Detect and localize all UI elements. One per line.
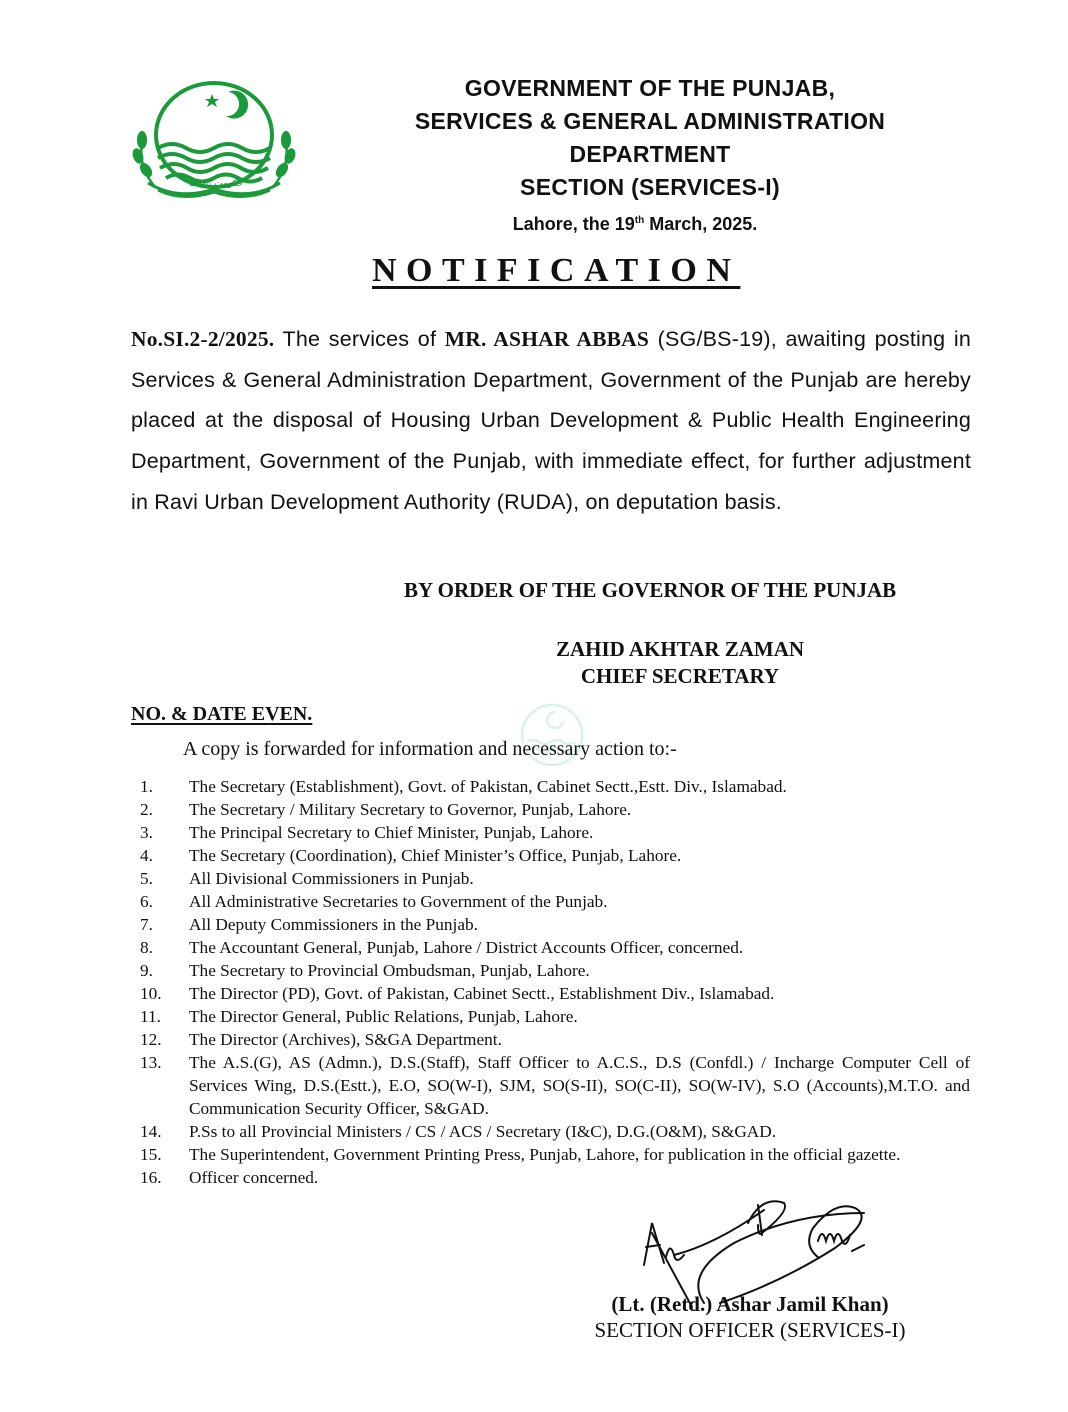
notification-body bbox=[131, 319, 971, 523]
header-line-4: SECTION (SERVICES-I) bbox=[520, 174, 780, 200]
department-header bbox=[370, 72, 930, 204]
item-number: 12. bbox=[140, 1030, 162, 1049]
government-of-punjab-emblem-icon bbox=[128, 78, 300, 203]
list-item bbox=[140, 913, 970, 936]
item-number: 16. bbox=[140, 1168, 162, 1187]
list-item bbox=[140, 936, 970, 959]
item-text: All Deputy Commissioners in the Punjab. bbox=[189, 915, 478, 934]
item-text: Officer concerned. bbox=[189, 1168, 319, 1187]
list-item bbox=[140, 1120, 970, 1143]
notification-number: No.SI.2-2/2025. bbox=[131, 327, 275, 351]
signatory-name: (Lt. (Retd.) Ashar Jamil Khan) bbox=[611, 1292, 889, 1316]
list-item bbox=[140, 798, 970, 821]
item-number: 4. bbox=[140, 846, 153, 865]
item-number: 8. bbox=[140, 938, 153, 957]
item-text: All Administrative Secretaries to Government of the Punjab. bbox=[189, 892, 608, 911]
list-item bbox=[140, 1005, 970, 1028]
header-line-1: GOVERNMENT OF THE PUNJAB, bbox=[464, 75, 836, 101]
date-rest: March, 2025. bbox=[644, 214, 758, 234]
item-text: The Secretary / Military Secretary to Governor, Punjab, Lahore. bbox=[189, 800, 632, 819]
item-number: 5. bbox=[140, 869, 153, 888]
list-item bbox=[140, 959, 970, 982]
body-text-2: (SG/BS-19), awaiting posting in Services & General Administration Department, Government of the Punjab are hereby placed at the disposal of Housing Urban Development & Public Health Engineering Department, Government of the Punjab, with immediate effect, for further adjustment in Ravi Urban Development Authority (RUDA), on deputation basis. bbox=[131, 327, 972, 514]
item-text: P.Ss to all Provincial Ministers / CS / ACS / Secretary (I&C), D.G.(O&M), S&GAD. bbox=[189, 1122, 777, 1141]
date-prefix: Lahore, the 19 bbox=[512, 214, 635, 234]
item-number: 11. bbox=[140, 1007, 161, 1026]
header-line-3: DEPARTMENT bbox=[569, 141, 731, 167]
signatory-block bbox=[560, 1291, 940, 1343]
list-item bbox=[140, 890, 970, 913]
issue-date bbox=[370, 214, 900, 235]
item-text: The Director (PD), Govt. of Pakistan, Cabinet Sectt., Establishment Div., Islamabad. bbox=[189, 984, 775, 1003]
list-item bbox=[140, 1166, 970, 1189]
item-text: The Secretary (Establishment), Govt. of Pakistan, Cabinet Sectt.,Estt. Div., Islamabad. bbox=[189, 777, 787, 796]
chief-secretary-name: ZAHID AKHTAR ZAMAN bbox=[555, 637, 805, 661]
item-number: 9. bbox=[140, 961, 153, 980]
item-text: The Secretary (Coordination), Chief Minister’s Office, Punjab, Lahore. bbox=[189, 846, 682, 865]
item-number: 2. bbox=[140, 800, 153, 819]
list-item bbox=[140, 775, 970, 798]
chief-secretary-block bbox=[530, 636, 830, 690]
item-number: 6. bbox=[140, 892, 153, 911]
header-line-2: SERVICES & GENERAL ADMINISTRATION bbox=[414, 108, 886, 134]
item-text: The A.S.(G), AS (Admn.), D.S.(Staff), Staff Officer to A.C.S., D.S (Confdl.) / Incharge Computer Cell of Services Wing, D.S.(Estt.), E.O, SO(W-I), SJM, SO(S-II), SO(C-II), SO(W-IV), S.O (Accounts),M.T.O. and Communication Security Officer, S&GAD. bbox=[189, 1053, 970, 1118]
list-item bbox=[140, 982, 970, 1005]
signatory-designation: SECTION OFFICER (SERVICES-I) bbox=[594, 1318, 906, 1342]
item-text: The Secretary to Provincial Ombudsman, Punjab, Lahore. bbox=[189, 961, 590, 980]
list-item bbox=[140, 844, 970, 867]
item-number: 7. bbox=[140, 915, 153, 934]
list-item bbox=[140, 821, 970, 844]
item-text: The Superintendent, Government Printing Press, Punjab, Lahore, for publication in the official gazette. bbox=[189, 1145, 901, 1164]
chief-secretary-designation: CHIEF SECRETARY bbox=[580, 664, 780, 688]
list-item bbox=[140, 1143, 970, 1166]
item-text: All Divisional Commissioners in Punjab. bbox=[189, 869, 474, 888]
item-number: 1. bbox=[140, 777, 153, 796]
item-number: 3. bbox=[140, 823, 153, 842]
svg-text:حکومت پنجاب: حکومت پنجاب bbox=[189, 179, 243, 189]
officer-name: MR. ASHAR ABBAS bbox=[444, 327, 650, 351]
list-item bbox=[140, 1051, 970, 1120]
copy-reference: NO. & DATE EVEN. bbox=[131, 703, 313, 725]
notification-title: NOTIFICATION bbox=[372, 252, 741, 289]
item-text: The Director (Archives), S&GA Department. bbox=[189, 1030, 502, 1049]
item-number: 15. bbox=[140, 1145, 162, 1164]
item-number: 10. bbox=[140, 984, 162, 1003]
item-text: The Accountant General, Punjab, Lahore / District Accounts Officer, concerned. bbox=[189, 938, 744, 957]
body-text-1: The services of bbox=[274, 327, 445, 351]
copy-recipient-list bbox=[140, 775, 970, 1189]
item-number: 13. bbox=[140, 1053, 162, 1072]
item-number: 14. bbox=[140, 1122, 162, 1141]
item-text: The Principal Secretary to Chief Minister, Punjab, Lahore. bbox=[189, 823, 594, 842]
copy-intro: A copy is forwarded for information and necessary action to:- bbox=[183, 738, 677, 760]
date-ordinal: th bbox=[634, 215, 645, 226]
list-item bbox=[140, 1028, 970, 1051]
list-item bbox=[140, 867, 970, 890]
by-order-line: BY ORDER OF THE GOVERNOR OF THE PUNJAB bbox=[404, 578, 897, 602]
item-text: The Director General, Public Relations, Punjab, Lahore. bbox=[189, 1007, 578, 1026]
